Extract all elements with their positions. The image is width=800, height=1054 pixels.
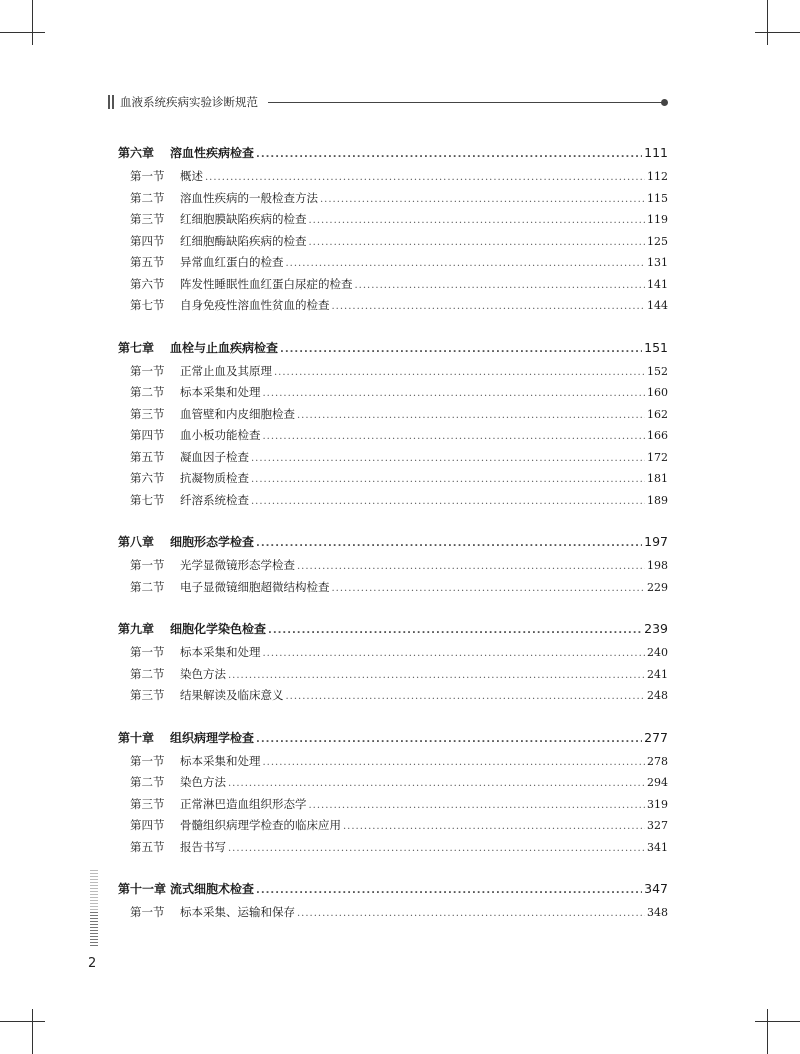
- side-mark-line: [90, 912, 98, 913]
- toc-section-row[interactable]: [118, 425, 668, 447]
- section-page: 181: [647, 472, 668, 485]
- section-number: 第二节: [130, 190, 165, 205]
- dot-leader: [309, 795, 646, 817]
- section-page: 144: [647, 299, 668, 312]
- section-title: 红细胞膜缺陷疾病的检查: [180, 212, 307, 226]
- toc-section-row[interactable]: [118, 274, 668, 296]
- section-number: 第二节: [130, 579, 165, 594]
- toc-section-row[interactable]: [118, 642, 668, 664]
- side-mark-line: [90, 942, 98, 943]
- side-mark-line: [90, 876, 98, 877]
- section-title: 血管壁和内皮细胞检查: [180, 406, 295, 421]
- section-page: 125: [647, 234, 668, 248]
- section-page: 240: [647, 646, 668, 659]
- crop-mark: [32, 1009, 33, 1054]
- dot-leader: [228, 665, 645, 687]
- toc-section-row[interactable]: [118, 577, 668, 599]
- crop-mark: [755, 1021, 800, 1022]
- section-title: 阵发性睡眠性血红蛋白尿症的检查: [180, 276, 353, 291]
- chapter-number: 第九章: [118, 622, 155, 636]
- section-title: 红细胞酶缺陷疾病的检查: [180, 233, 307, 248]
- toc-chapter: [118, 335, 668, 512]
- toc-section-row[interactable]: [118, 664, 668, 686]
- section-title: 纤溶系统检查: [180, 492, 249, 507]
- toc-section-row[interactable]: [118, 252, 668, 274]
- toc-chapter-row[interactable]: [118, 529, 668, 555]
- side-mark-line: [90, 927, 98, 928]
- dot-leader: [280, 337, 642, 363]
- toc-section-row[interactable]: [118, 166, 668, 188]
- crop-mark: [0, 32, 45, 33]
- side-mark-line: [90, 945, 98, 946]
- toc-section-row[interactable]: [118, 209, 668, 231]
- header-rule: [268, 102, 662, 103]
- chapter-number: 第七章: [118, 340, 155, 355]
- section-title: 标本采集、运输和保存: [180, 905, 295, 919]
- dot-leader: [320, 189, 645, 211]
- chapter-title: 细胞形态学检查: [170, 535, 255, 549]
- side-mark-line: [90, 909, 98, 910]
- toc-section-row[interactable]: [118, 555, 668, 577]
- section-title: 标本采集和处理: [180, 645, 261, 659]
- toc-section-row[interactable]: [118, 837, 668, 859]
- dot-leader: [297, 556, 645, 578]
- dot-leader: [263, 752, 646, 774]
- toc-section-row[interactable]: [118, 751, 668, 773]
- toc-section-row[interactable]: [118, 361, 668, 383]
- side-mark-line: [90, 873, 98, 874]
- dot-leader: [297, 405, 645, 427]
- dot-leader: [309, 210, 646, 232]
- chapter-page: 151: [644, 339, 668, 355]
- section-title: 溶血性疾病的一般检查方法: [180, 190, 318, 205]
- side-mark-line: [90, 936, 98, 937]
- crop-mark: [767, 0, 768, 45]
- chapter-title: 组织病理学检查: [170, 730, 255, 745]
- dot-leader: [332, 296, 646, 318]
- section-page: 141: [647, 277, 668, 291]
- page-number: 2: [88, 956, 97, 971]
- dot-leader: [263, 383, 646, 405]
- toc-section-row[interactable]: [118, 468, 668, 490]
- section-title: 染色方法: [180, 775, 226, 789]
- toc-section-row[interactable]: [118, 902, 668, 924]
- dot-leader: [297, 903, 645, 925]
- toc-section-row[interactable]: [118, 815, 668, 837]
- dot-leader: [343, 816, 645, 838]
- chapter-page: 347: [644, 881, 668, 896]
- running-header: [108, 94, 668, 110]
- side-mark-line: [90, 870, 98, 871]
- section-title: 概述: [180, 169, 203, 183]
- section-number: 第四节: [130, 428, 165, 442]
- dot-leader: [256, 727, 642, 753]
- section-page: 162: [647, 407, 668, 421]
- section-title: 正常止血及其原理: [180, 363, 272, 378]
- side-mark-line: [90, 900, 98, 901]
- side-mark-line: [90, 885, 98, 886]
- crop-mark: [767, 1009, 768, 1054]
- dot-leader: [332, 578, 646, 600]
- dot-leader: [274, 362, 645, 384]
- side-mark-line: [90, 921, 98, 922]
- section-title: 血小板功能检查: [180, 428, 261, 442]
- section-page: 248: [647, 689, 668, 702]
- dot-leader: [268, 618, 642, 644]
- side-mark-line: [90, 933, 98, 934]
- section-page: 131: [647, 256, 668, 269]
- dot-leader: [251, 491, 645, 513]
- toc-chapter: [118, 876, 668, 924]
- dot-leader: [251, 469, 645, 491]
- section-number: 第三节: [130, 406, 165, 421]
- section-page: 294: [647, 776, 668, 789]
- toc-chapter: [118, 616, 668, 707]
- section-number: 第一节: [130, 169, 165, 183]
- section-page: 112: [647, 170, 668, 183]
- toc-chapter-row[interactable]: [118, 335, 668, 361]
- dot-leader: [263, 643, 646, 665]
- chapter-number: 第十章: [118, 730, 155, 745]
- dot-leader: [256, 142, 642, 168]
- section-page: 189: [647, 493, 668, 507]
- side-tab-marks: [90, 870, 98, 948]
- crop-mark: [755, 32, 800, 33]
- side-mark-line: [90, 888, 98, 889]
- section-title: 凝血因子检查: [180, 449, 249, 464]
- toc-section-row[interactable]: [118, 295, 668, 317]
- dot-leader: [256, 878, 642, 904]
- side-mark-line: [90, 894, 98, 895]
- toc-chapter-row[interactable]: [118, 876, 668, 902]
- chapter-page: 239: [644, 621, 668, 636]
- section-title: 正常淋巴造血组织形态学: [180, 796, 307, 811]
- section-page: 152: [647, 364, 668, 378]
- dot-leader: [355, 275, 646, 297]
- header-bars-icon: [108, 95, 116, 109]
- section-number: 第三节: [130, 688, 165, 702]
- side-mark-line: [90, 939, 98, 940]
- section-page: 166: [647, 429, 668, 442]
- header-dot-icon: [661, 99, 668, 106]
- section-page: 327: [647, 819, 668, 832]
- section-number: 第一节: [130, 558, 165, 572]
- dot-leader: [251, 448, 645, 470]
- section-number: 第五节: [130, 255, 165, 269]
- section-page: 115: [647, 191, 668, 205]
- section-number: 第三节: [130, 796, 165, 811]
- toc-section-row[interactable]: [118, 231, 668, 253]
- dot-leader: [228, 838, 645, 860]
- dot-leader: [309, 232, 646, 254]
- side-mark-line: [90, 930, 98, 931]
- section-number: 第二节: [130, 775, 165, 789]
- side-mark-line: [90, 903, 98, 904]
- section-number: 第三节: [130, 212, 165, 226]
- table-of-contents: [118, 140, 668, 942]
- toc-chapter-row[interactable]: [118, 725, 668, 751]
- dot-leader: [256, 531, 642, 557]
- chapter-number: 第六章: [118, 146, 155, 160]
- section-page: 160: [647, 386, 668, 399]
- toc-section-row[interactable]: [118, 447, 668, 469]
- section-page: 348: [647, 906, 668, 919]
- section-number: 第五节: [130, 449, 165, 464]
- toc-section-row[interactable]: [118, 685, 668, 707]
- toc-section-row[interactable]: [118, 490, 668, 512]
- section-title: 标本采集和处理: [180, 385, 261, 399]
- toc-chapter-row[interactable]: [118, 140, 668, 166]
- dot-leader: [286, 686, 646, 708]
- header-title: 血液系统疾病实验诊断规范: [120, 95, 258, 109]
- side-mark-line: [90, 891, 98, 892]
- side-mark-line: [90, 915, 98, 916]
- dot-leader: [205, 167, 645, 189]
- toc-chapter: [118, 529, 668, 598]
- section-number: 第一节: [130, 645, 165, 659]
- chapter-title: 流式细胞术检查: [170, 882, 255, 896]
- section-title: 骨髓组织病理学检查的临床应用: [180, 818, 341, 832]
- chapter-page: 111: [644, 145, 668, 160]
- section-number: 第二节: [130, 666, 165, 681]
- section-title: 自身免疫性溶血性贫血的检查: [180, 298, 330, 312]
- dot-leader: [263, 426, 646, 448]
- section-page: 172: [647, 450, 668, 464]
- crop-mark: [32, 0, 33, 45]
- dot-leader: [286, 253, 646, 275]
- side-mark-line: [90, 906, 98, 907]
- section-title: 抗凝物质检查: [180, 471, 249, 485]
- section-number: 第四节: [130, 818, 165, 832]
- side-mark-line: [90, 924, 98, 925]
- section-number: 第六节: [130, 471, 165, 485]
- section-number: 第七节: [130, 298, 165, 312]
- chapter-title: 溶血性疾病检查: [170, 146, 255, 160]
- side-mark-line: [90, 897, 98, 898]
- section-page: 341: [647, 840, 668, 854]
- section-title: 电子显微镜细胞超微结构检查: [180, 579, 330, 594]
- section-page: 229: [647, 580, 668, 594]
- section-number: 第六节: [130, 276, 165, 291]
- side-mark-line: [90, 918, 98, 919]
- toc-chapter-row[interactable]: [118, 616, 668, 642]
- section-number: 第一节: [130, 363, 165, 378]
- side-mark-line: [90, 879, 98, 880]
- section-page: 278: [647, 754, 668, 768]
- toc-section-row[interactable]: [118, 188, 668, 210]
- section-number: 第一节: [130, 753, 165, 768]
- chapter-title: 细胞化学染色检查: [170, 622, 267, 636]
- toc-chapter: [118, 725, 668, 859]
- side-mark-line: [90, 882, 98, 883]
- section-title: 标本采集和处理: [180, 753, 261, 768]
- section-number: 第四节: [130, 233, 165, 248]
- section-page: 241: [647, 667, 668, 681]
- toc-section-row[interactable]: [118, 404, 668, 426]
- toc-chapter: [118, 140, 668, 317]
- chapter-title: 血栓与止血疾病检查: [170, 340, 279, 355]
- section-page: 119: [647, 213, 668, 226]
- section-page: 319: [647, 797, 668, 811]
- chapter-page: 197: [644, 534, 668, 549]
- dot-leader: [228, 773, 645, 795]
- toc-section-row[interactable]: [118, 772, 668, 794]
- section-number: 第二节: [130, 385, 165, 399]
- toc-section-row[interactable]: [118, 382, 668, 404]
- section-title: 染色方法: [180, 666, 226, 681]
- chapter-number: 第十一章: [118, 882, 167, 896]
- section-title: 异常血红蛋白的检查: [180, 255, 284, 269]
- crop-mark: [0, 1021, 45, 1022]
- chapter-number: 第八章: [118, 535, 155, 549]
- section-title: 光学显微镜形态学检查: [180, 558, 295, 572]
- toc-section-row[interactable]: [118, 794, 668, 816]
- section-number: 第一节: [130, 905, 165, 919]
- section-title: 报告书写: [180, 839, 226, 854]
- section-page: 198: [647, 559, 668, 572]
- section-number: 第五节: [130, 839, 165, 854]
- section-title: 结果解读及临床意义: [180, 688, 284, 702]
- section-number: 第七节: [130, 492, 165, 507]
- chapter-page: 277: [644, 729, 668, 745]
